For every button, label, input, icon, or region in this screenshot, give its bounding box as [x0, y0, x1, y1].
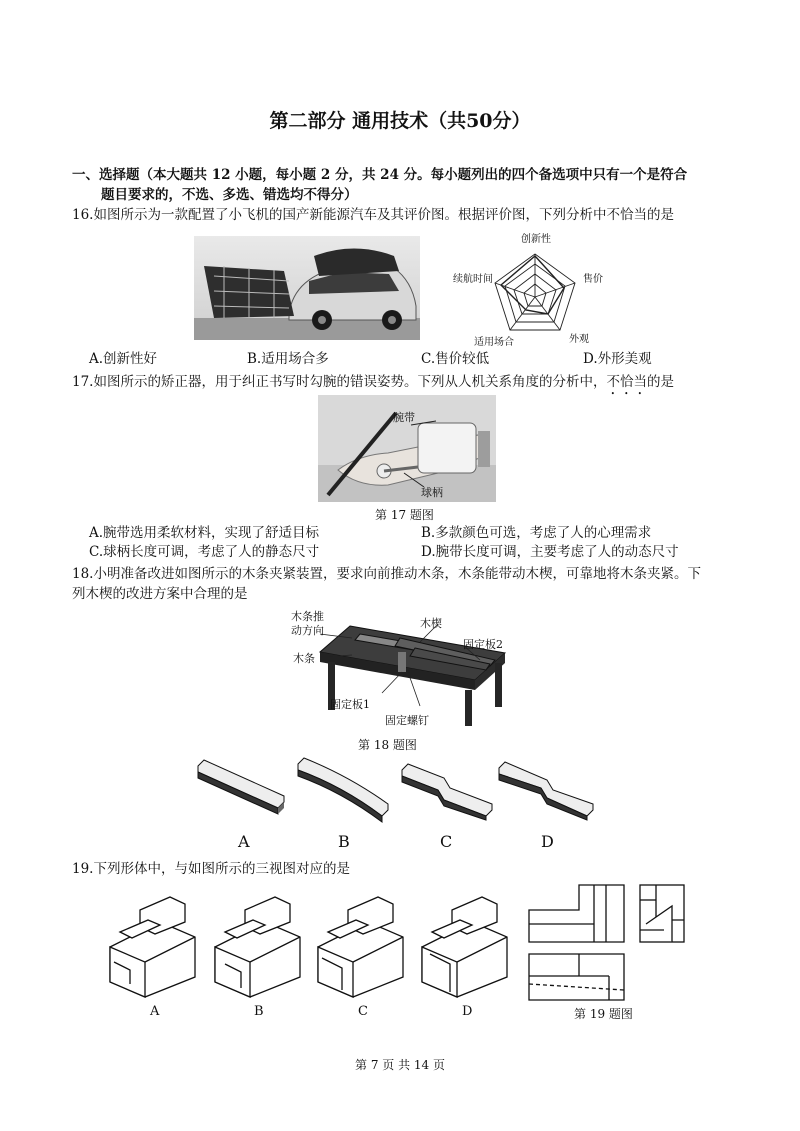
q19-solid-option-a [100, 892, 200, 1002]
q19-option-letter-c: C [358, 1004, 368, 1019]
q18-wedge-option-c [400, 760, 494, 822]
q18-caption: 第 18 题图 [358, 738, 417, 752]
q19-option-letter-d: D [462, 1004, 473, 1019]
q17-option-b: B.多款颜色可选，考虑了人的心理需求 [421, 525, 652, 541]
q18-wedge-option-b [294, 754, 392, 824]
q17-caption: 第 17 题图 [375, 508, 434, 522]
q16-option-a: A.创新性好 [89, 351, 158, 367]
q17-option-c: C.球柄长度可调，考虑了人的静态尺寸 [89, 544, 320, 560]
radar-label-price: 售价 [583, 274, 603, 285]
q16-car-photo [194, 236, 420, 340]
q16-option-d: D.外形美观 [583, 351, 652, 367]
q18-wedge-option-a [196, 758, 286, 820]
q18-label-push-dir-1: 木条推 [291, 610, 324, 623]
q19-solid-option-c [308, 892, 408, 1002]
q19-caption: 第 19 题图 [574, 1007, 633, 1021]
q17-stem: 17.如图所示的矫正器，用于纠正书写时勾腕的错误姿势。下列从人机关系角度的分析中，不恰当的是 [72, 374, 674, 390]
q18-stem-line1: 18.小明准备改进如图所示的木条夹紧装置，要求向前推动木条，木条能带动木楔，可靠地将木条夹紧。下 [72, 566, 701, 582]
q18-label-wedge: 木楔 [420, 617, 442, 630]
q18-label-plate2: 固定板2 [463, 638, 503, 651]
q16-stem: 16.如图所示为一款配置了小飞机的国产新能源汽车及其评价图。根据评价图，下列分析中不恰当的是 [72, 207, 674, 223]
radar-label-range: 续航时间 [453, 274, 493, 285]
q17-label-band: 腕带 [393, 411, 415, 424]
q19-option-letter-b: B [254, 1004, 264, 1019]
instructions-line2: 题目要求的，不选、多选、错选均不得分） [101, 187, 358, 203]
q19-stem: 19.下列形体中，与如图所示的三视图对应的是 [72, 861, 350, 877]
q16-option-b: B.适用场合多 [247, 351, 329, 367]
q19-solid-option-b [205, 892, 305, 1002]
q18-label-wood-strip: 木条 [293, 652, 315, 665]
instructions-line1: 一、选择题（本大题共 12 小题，每小题 2 分，共 24 分。每小题列出的四个备选项中只有一个是符合 [72, 167, 688, 183]
q16-option-c: C.售价较低 [421, 351, 490, 367]
q17-label-ball: 球柄 [421, 486, 443, 499]
q18-option-letter-c: C [440, 832, 453, 851]
section-title: 第二部分 通用技术（共50分） [269, 110, 531, 132]
q18-option-letter-d: D [541, 832, 554, 851]
q18-option-letter-a: A [238, 832, 250, 851]
page-footer: 第 7 页 共 14 页 [355, 1058, 445, 1072]
q19-option-letter-a: A [150, 1004, 160, 1019]
q18-clamp-device [290, 608, 520, 728]
radar-label-scenarios: 适用场合 [474, 337, 514, 348]
q19-solid-option-d [412, 892, 512, 1002]
q18-wedge-option-d [497, 760, 597, 822]
radar-label-appearance: 外观 [569, 334, 589, 345]
q17-option-d: D.腕带长度可调，主要考虑了人的动态尺寸 [421, 544, 679, 560]
q18-label-plate1: 固定板1 [330, 698, 370, 711]
q19-three-view-drawing [524, 880, 694, 1005]
q18-label-screw: 固定螺钉 [385, 714, 429, 727]
q18-option-letter-b: B [338, 832, 350, 851]
radar-label-innovation: 创新性 [521, 234, 551, 245]
q18-stem-line2: 列木楔的改进方案中合理的是 [72, 586, 248, 602]
q18-label-push-dir-2: 动方向 [291, 624, 324, 637]
q17-option-a: A.腕带选用柔软材料，实现了舒适目标 [89, 525, 320, 541]
